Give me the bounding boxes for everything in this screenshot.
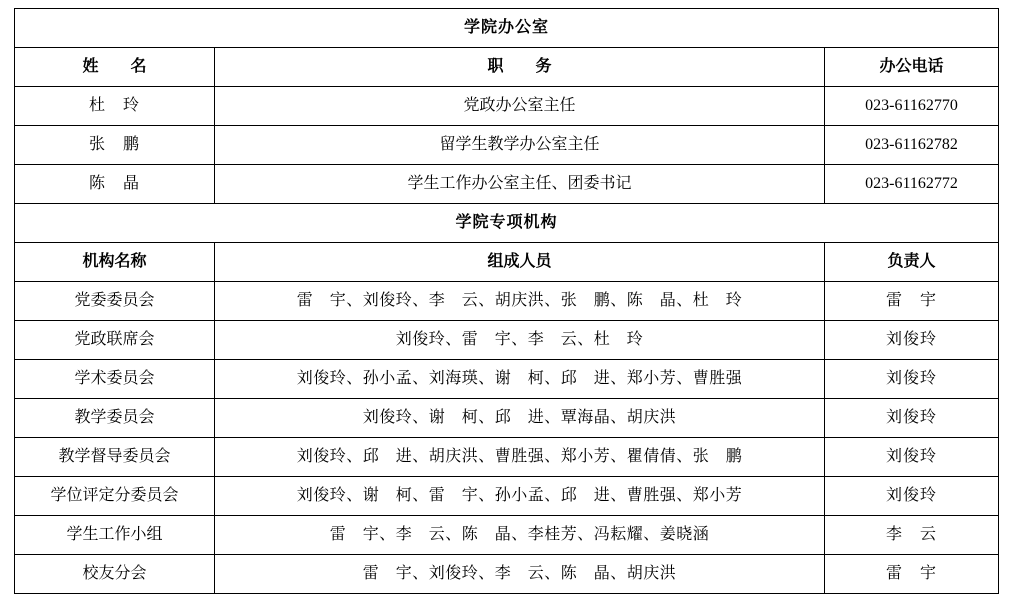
committee-members: 刘俊玲、孙小孟、刘海瑛、谢 柯、邱 进、郑小芳、曹胜强 <box>215 360 825 399</box>
office-name: 张 鹏 <box>15 126 215 165</box>
committee-leader: 李 云 <box>825 516 999 555</box>
committee-leader: 刘俊玲 <box>825 399 999 438</box>
committee-section-title: 学院专项机构 <box>15 204 999 243</box>
office-header-name: 姓 名 <box>15 48 215 87</box>
table-row <box>15 438 999 477</box>
office-name: 杜 玲 <box>15 87 215 126</box>
committee-org: 校友分会 <box>15 555 215 594</box>
table-row <box>15 282 999 321</box>
table-row <box>15 516 999 555</box>
committee-members: 刘俊玲、邱 进、胡庆洪、曹胜强、郑小芳、瞿倩倩、张 鹏 <box>215 438 825 477</box>
committee-leader: 刘俊玲 <box>825 321 999 360</box>
office-header-phone: 办公电话 <box>825 48 999 87</box>
committee-members: 刘俊玲、谢 柯、邱 进、覃海晶、胡庆洪 <box>215 399 825 438</box>
committee-members: 刘俊玲、雷 宇、李 云、杜 玲 <box>215 321 825 360</box>
committee-org: 学生工作小组 <box>15 516 215 555</box>
office-duty: 学生工作办公室主任、团委书记 <box>215 165 825 204</box>
committee-header-org: 机构名称 <box>15 243 215 282</box>
committee-members: 雷 宇、李 云、陈 晶、李桂芳、冯耘耀、姜晓涵 <box>215 516 825 555</box>
committee-org: 教学委员会 <box>15 399 215 438</box>
office-section-title: 学院办公室 <box>15 9 999 48</box>
committee-header-members: 组成人员 <box>215 243 825 282</box>
committee-org: 学位评定分委员会 <box>15 477 215 516</box>
committee-section-title-row <box>15 204 999 243</box>
committee-org: 党委委员会 <box>15 282 215 321</box>
committee-members: 刘俊玲、谢 柯、雷 宇、孙小孟、邱 进、曹胜强、郑小芳 <box>215 477 825 516</box>
committee-org: 学术委员会 <box>15 360 215 399</box>
committee-org: 党政联席会 <box>15 321 215 360</box>
office-name: 陈 晶 <box>15 165 215 204</box>
office-section-title-row <box>15 9 999 48</box>
committee-leader: 刘俊玲 <box>825 360 999 399</box>
committee-header-leader: 负责人 <box>825 243 999 282</box>
committee-leader: 雷 宇 <box>825 282 999 321</box>
office-phone: 023-61162770 <box>825 87 999 126</box>
staff-table <box>14 8 999 594</box>
table-row <box>15 360 999 399</box>
office-duty: 留学生教学办公室主任 <box>215 126 825 165</box>
committee-members: 雷 宇、刘俊玲、李 云、陈 晶、胡庆洪 <box>215 555 825 594</box>
table-row <box>15 126 999 165</box>
committee-leader: 刘俊玲 <box>825 477 999 516</box>
committee-leader: 雷 宇 <box>825 555 999 594</box>
table-row <box>15 477 999 516</box>
table-row <box>15 555 999 594</box>
committee-header-row <box>15 243 999 282</box>
office-phone: 023-61162772 <box>825 165 999 204</box>
table-row <box>15 165 999 204</box>
committee-members: 雷 宇、刘俊玲、李 云、胡庆洪、张 鹏、陈 晶、杜 玲 <box>215 282 825 321</box>
table-row <box>15 87 999 126</box>
committee-org: 教学督导委员会 <box>15 438 215 477</box>
office-duty: 党政办公室主任 <box>215 87 825 126</box>
office-phone: 023-61162782 <box>825 126 999 165</box>
table-row <box>15 399 999 438</box>
office-header-duty: 职 务 <box>215 48 825 87</box>
committee-leader: 刘俊玲 <box>825 438 999 477</box>
office-header-row <box>15 48 999 87</box>
table-row <box>15 321 999 360</box>
